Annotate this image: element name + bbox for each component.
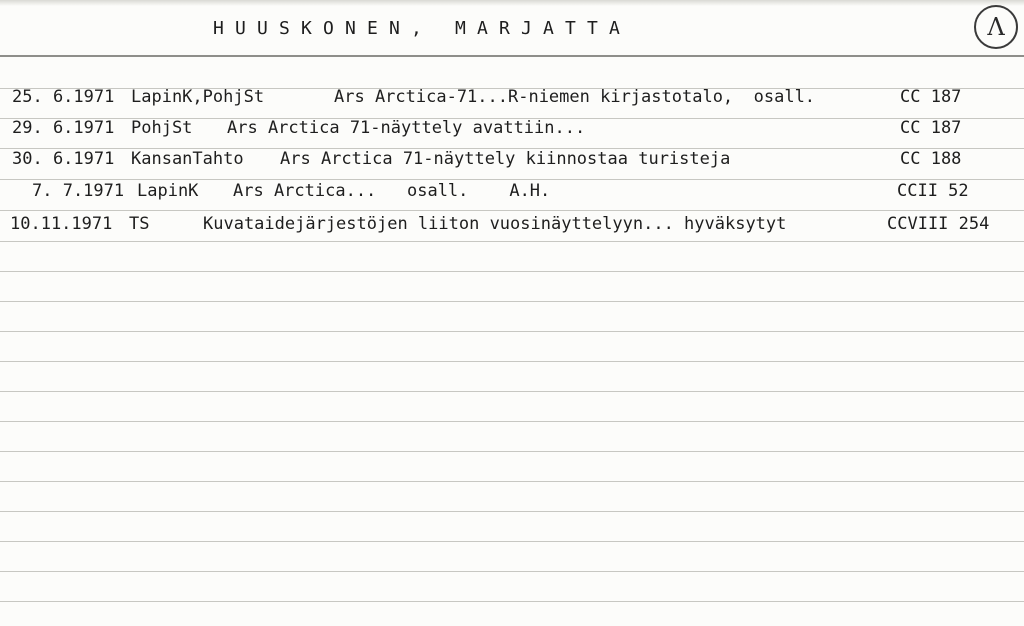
ruled-line [0, 331, 1024, 332]
ruled-line [0, 601, 1024, 602]
entry-date: 7. 7.1971 [32, 181, 125, 201]
ruled-line [0, 179, 1024, 180]
ruled-line [0, 541, 1024, 542]
entry-source: KansanTahto [131, 149, 244, 169]
entry-date: 30. 6.1971 [12, 149, 115, 169]
entry-reference: CC 188 [900, 149, 962, 169]
entry-date: 29. 6.1971 [12, 118, 115, 138]
circled-marker: Λ [974, 5, 1018, 49]
entry-source: TS [129, 214, 150, 234]
entry-reference: CC 187 [900, 118, 962, 138]
entry-text: Ars Arctica 71-näyttely avattiin... [227, 118, 586, 138]
ruled-line [0, 421, 1024, 422]
ruled-line [0, 481, 1024, 482]
card-heading-name: HUUSKONEN, MARJATTA [213, 18, 631, 39]
entry-source: LapinK [137, 181, 199, 201]
entry-source: LapinK,PohjSt [131, 87, 265, 107]
ruled-line [0, 361, 1024, 362]
ruled-line [0, 571, 1024, 572]
entry-date: 25. 6.1971 [12, 87, 115, 107]
entry-text: Ars Arctica... osall. A.H. [233, 181, 551, 201]
entry-source: PohjSt [131, 118, 193, 138]
ruled-line [0, 241, 1024, 242]
header-rule [0, 55, 1024, 57]
entry-text: Ars Arctica-71...R-niemen kirjastotalo, osall. [334, 87, 816, 107]
entry-reference: CCVIII 254 [887, 214, 990, 234]
ruled-line [0, 210, 1024, 211]
card-top-edge [0, 0, 1024, 6]
entry-reference: CCII 52 [897, 181, 969, 201]
ruled-line [0, 391, 1024, 392]
ruled-line [0, 511, 1024, 512]
entry-reference: CC 187 [900, 87, 962, 107]
ruled-line [0, 301, 1024, 302]
entry-text: Ars Arctica 71-näyttely kiinnostaa turisteja [280, 149, 731, 169]
entry-date: 10.11.1971 [10, 214, 113, 234]
ruled-line [0, 271, 1024, 272]
entry-text: Kuvataidejärjestöjen liiton vuosinäyttelyyn... hyväksytyt [203, 214, 787, 234]
ruled-line [0, 451, 1024, 452]
